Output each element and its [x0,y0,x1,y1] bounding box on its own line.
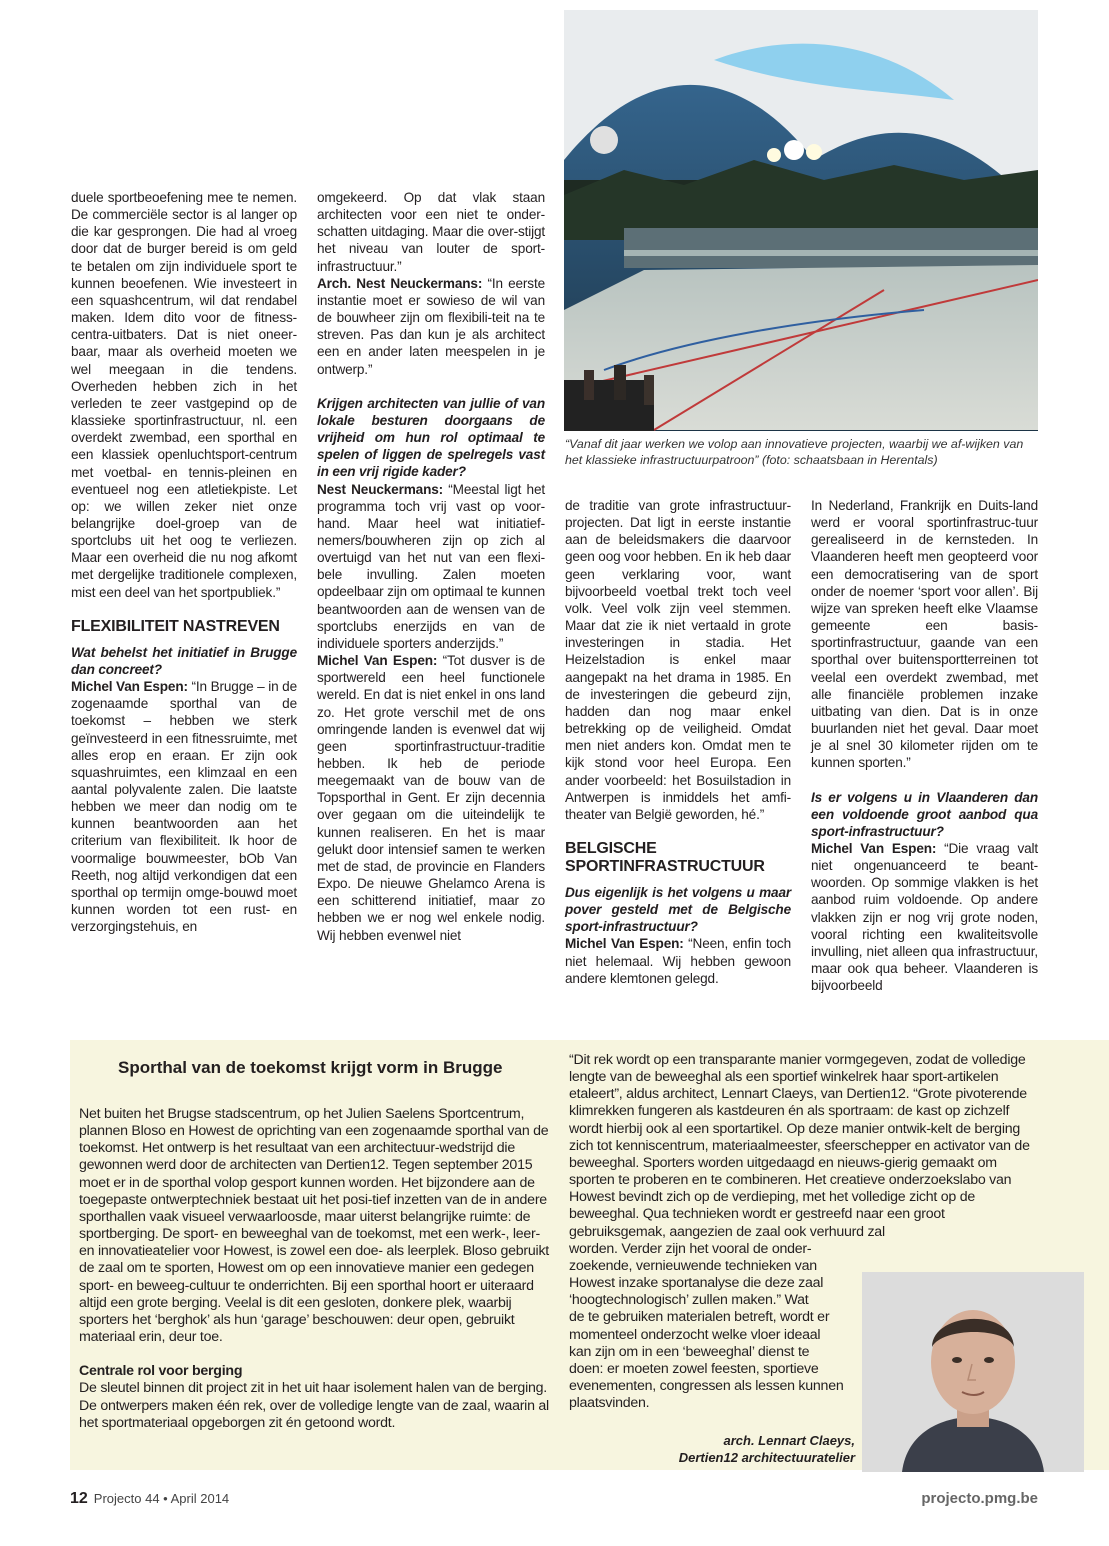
paragraph [317,275,545,378]
wrapped-text [569,1241,859,1413]
wrapped-line: momenteel onderzocht welke vloer ideaal [569,1326,821,1343]
paragraph [565,935,791,986]
paragraph: omgekeerd. Op dat vlak staan architecten voor een niet te onder-schatten uitdaging. Maar die over-stijgt het niveau van louter de sport-infrastructuur.” [317,190,545,274]
paragraph: De sleutel binnen dit project zit in het uit haar isolement halen van de berging. De ontwerpers maken één rek, over de volledige lengte van de zaal, waarin al het sportmateriaal opgeborgen zit én getoond wordt. [79,1380,549,1431]
wrapped-line: de te gebruiken materialen betreft, wordt er [569,1309,830,1326]
section-heading: BELGISCHE SPORTINFRASTRUCTUUR [565,839,765,875]
article-column-3 [565,497,791,987]
paragraph [71,678,297,935]
sidebar-subheading: Centrale rol voor berging [79,1363,243,1380]
section-heading: FLEXIBILITEIT NASTREVEN [71,617,280,635]
wrapped-line: doen: er moeten zowel feesten, sportieve [569,1360,819,1377]
wrapped-line: kan zijn om in een ‘beweeghal’ dienst te [569,1343,810,1360]
portrait-illustration [862,1272,1084,1472]
interview-question: Dus eigenlijk is het volgens u maar pover gesteld met de Belgische sport-infrastructuur? [565,884,791,935]
sidebar-left-column [79,1106,549,1432]
sidebar-title: Sporthal van de toekomst krijgt vorm in Brugge [118,1058,503,1077]
signature-name: arch. Lennart Claeys, [723,1433,855,1448]
wrapped-line: evenementen, congressen als lessen kunnen [569,1377,844,1394]
wrapped-line: zoekende, vernieuwende technieken van [569,1257,817,1274]
interview-question: Wat behelst het initiatief in Brugge dan concreet? [71,644,297,677]
architect-portrait [862,1272,1084,1472]
wrapped-line: Howest inzake sportanalyse die deze zaal [569,1275,824,1292]
website-link[interactable]: projecto.pmg.be [921,1490,1038,1507]
article-column-1 [71,189,297,935]
answer-text: “Die vraag valt niet ongenuanceerd te beant-woorden. Op sommige vlakken is het aanbod ruim voldoende. Op andere vlakken zijn er nog vrij grote noden, vooral richting een kwaliteitsvolle invulling, niet alleen qua infrastructuur, maar ook qua beheer. Vlaanderen is bijvoorbeeld [811,840,1038,994]
paragraph [317,652,545,944]
interview-question: Is er volgens u in Vlaanderen dan een voldoende groot aanbod qua sport-infrastructuur? [811,789,1038,839]
speaker-name: Arch. Nest Neuckermans: [317,275,483,291]
interview-question: Krijgen architecten van jullie of van lokale besturen doorgaans de vrijheid om hun rol optimaal te spelen of liggen de spelregels vast in een vrij rigide kader? [317,395,545,480]
paragraph: Net buiten het Brugse stadscentrum, op het Julien Saelens Sportcentrum, plannen Bloso en Howest de oprichting van een zogenaamde sporthal van de toekomst. Het ontwerp is het resultaat van een architectuur-wedstrijd die gewonnen werd door de architecten van Dertien12. Tegen september 2015 moet er in de sporthal volop gesport kunnen worden. Het bijzondere aan de toegepaste ontwerptechniek bestaat uit het posi-tief inzetten van de in andere sporthallen vaak visueel verwaarloosde, maar uiterst belangrijke ruimte: de sportberging. De sport- en beweeghal van de toekomst, met een werk-, leer- en innovatieatelier voor Howest, is zowel een doe- als leerplek. Bloso gebruikt de zaal om te sporten, Howest om op een innovatieve manier een gedegen sport- en beweeg-cultuur te onderrichten. Bij een sporthal hoort er uiteraard altijd een grote berging. Veelal is dit een gesloten, donkere plek, waarbij sporters het ‘berghok’ als hun ‘garage’ beschouwen: deur open, gebruikt materiaal erin, deur toe. [79,1106,549,1346]
signature [640,1432,855,1466]
answer-text: “Meestal ligt het programma toch vrij vast op voor-hand. Maar heel wat initiatief-nemers/bouwheren zijn op zich al overtuigd van het nut van een flexi-bele invulling. Zalen moeten opdeelbaar zijn om optimaal te kunnen beantwoorden aan de wensen van de sportclubs enerzijds en van de individuele sporters anderzijds.” [317,481,545,651]
paragraph: “Dit rek wordt op een transparante manier vormgegeven, zodat de volledige lengte van de beweeghal als een sportief winkelrek haar sport-artikelen etaleert”, aldus architect, Lennart Claeys, van Dertien12. “Grote pivoterende klimrekken fungeren als kastdeuren én als sportraam: de kast op zichzelf wordt hierbij ook al een sportartikel. Op deze manier ontwik-kelt de berging zich tot kenniscentrum, materiaalmeester, sfeerschepper en activator van de beweeghal. Sporters worden uitgedaagd en nieuws-gierig gemaakt om sporten te proberen en te combineren. Het creatieve onderzoekslabo van Howest bevindt zich op de verdieping, met het volledige zicht op de beweeghal. Qua technieken wordt er gestreefd naar een groot gebruiksgemak, aangezien de zaal ook verhuurd zal [569,1052,1030,1240]
answer-text: “Neen, enfin toch niet helemaal. Wij hebben gewoon andere klemtonen gelegd. [565,936,791,986]
magazine-issue: Projecto 44 • April 2014 [93,1491,230,1506]
speaker-name: Michel Van Espen: [811,840,937,856]
paragraph: duele sportbeoefening mee te nemen. De commerciële sector is al langer op die kar gesprongen. Die had al vroeg door dat de burger bereid is om geld te betalen om zijn individuele sport te kunnen beoefenen. Wie investeert in een squashcentrum, wil dat rendabel maken. Idem dito voor de fitness-centra-uitbaters. Dat is niet oneer-baar, maar als overheid moeten we wel meegaan in die tendens. Overheden hebben zich in het verleden te zeer vastgepind op de klassieke sportinfrastructuur, nl. een overdekt zwembad, een sporthal en een klassiek openluchtsport-centrum met voetbal- en tennis-pleinen en eventueel nog een atletiekpiste. Let op: we willen zeker niet onze belangrijke doel-groep van de sportclubs uit het oog te verliezen. Maar een overheid die nu nog afkomt met dergelijke traditionele complexen, mist een deel van het sportpubliek.” [71,190,297,600]
answer-text: “Tot dusver is de sportwereld een heel functionele wereld. En dat is niet enkel in ons land zo. Het grote verschil met de ons omringende landen is evenwel dat wij geen sportinfrastructuur-traditie hebben. Ik heb de periode meegemaakt van de bouw van de Topsporthal in Gent. Er zijn decennia over gegaan om die uiteindelijk te kunnen realiseren. En het is maar gelukt door intensief samen te werken met de stad, de provincie en Flanders Expo. De nieuwe Ghelamco Arena is een schitterend initiatief, maar zo hebben we er nog wel enkele nodig. Wij hebben evenwel niet [317,653,545,943]
photo-caption: “Vanaf dit jaar werken we volop aan innovatieve projecten, waarbij we af-wijken van het klassieke infrastructuurpatroon” (foto: schaatsbaan in Herentals) [565,437,1024,467]
paragraph: In Nederland, Frankrijk en Duits-land werd er vooral sportinfrastruc-tuur gerealiseerd in de kernsteden. In Vlaanderen heeft men geopteerd voor een democratisering van de sport onder de noemer ‘sport voor allen’. Bij wijze van spreken heeft elke Vlaamse gemeente een basis-sportinfrastructuur, gaande van een sporthal over buitensportterreinen tot veelal een overdekt zwembad, met alle financiële problemen inzake uitbating van dien. Dat is in onze buurlanden niet het geval. Daar moet je al snel 30 kilometer rijden om te kunnen sporten.” [811,498,1038,771]
paragraph: de traditie van grote infrastructuur-projecten. Dat ligt in eerste instantie aan de beleidsmakers die daarvoor geen oog voor hebben. En ik heb daar geen verklaring voor, want bijvoorbeeld voetbal trekt toch veel volk. Veel volk zijn veel stemmen. Maar dat zie ik niet vertaald in grote investeringen in stadia. Het Heizelstadion is enkel maar aangepakt na het drama in 1985. En de investeringen die gebeurd zijn, hadden dan nog maar enkel betrekking op de veiligheid. Omdat men niet anders kon. Omdat men te kijk stond voor heel Europa. Een ander voorbeeld: het Bosuilstadion in Antwerpen is inmiddels het amfi-theater van België geworden, hé.” [565,498,791,822]
speaker-name: Michel Van Espen: [71,679,188,695]
ice-rink-illustration [564,10,1038,431]
speaker-name: Nest Neuckermans: [317,481,444,497]
speaker-name: Michel Van Espen: [565,936,684,952]
wrapped-line: worden. Verder zijn het vooral de onder- [569,1240,812,1257]
answer-text: “In Brugge – in de zogenaamde sporthal van de toekomst – hebben we sterk geïnvesteerd in een fitnessruimte, met alles erop en eraan. Er zijn ook squashruimtes, een klimzaal en een aantal polyvalente zalen. Die laatste hebben we meer dan nodig om te kunnen beantwoorden aan het criterium van flexibiliteit. Ik hoor de voormalige bouwmeester, bOb Van Reeth, nog altijd verkondigen dat een sporthal op termijn omge-bouwd moet kunnen worden tot een rust- en verzorgingstehuis, en [71,679,298,935]
ice-rink-photo [564,10,1038,431]
article-column-4 [811,497,1038,994]
page-number: 12 [70,1490,88,1507]
wrapped-line: ‘hoogtechnologisch’ zullen maken.” Wat [569,1292,809,1309]
wrapped-line: plaatsvinden. [569,1395,650,1412]
speaker-name: Michel Van Espen: [317,653,438,669]
article-column-2 [317,189,545,944]
signature-firm: Dertien12 architectuuratelier [678,1450,855,1465]
answer-text: “In eerste instantie moet er sowieso de wil van de bouwheer zijn om flexibili-teit na te streven. Pas dan kun je als architect een en ander laten meespelen in je ontwerp.” [317,275,545,377]
paragraph [811,840,1038,994]
page-footer [70,1490,229,1508]
paragraph [317,481,545,653]
